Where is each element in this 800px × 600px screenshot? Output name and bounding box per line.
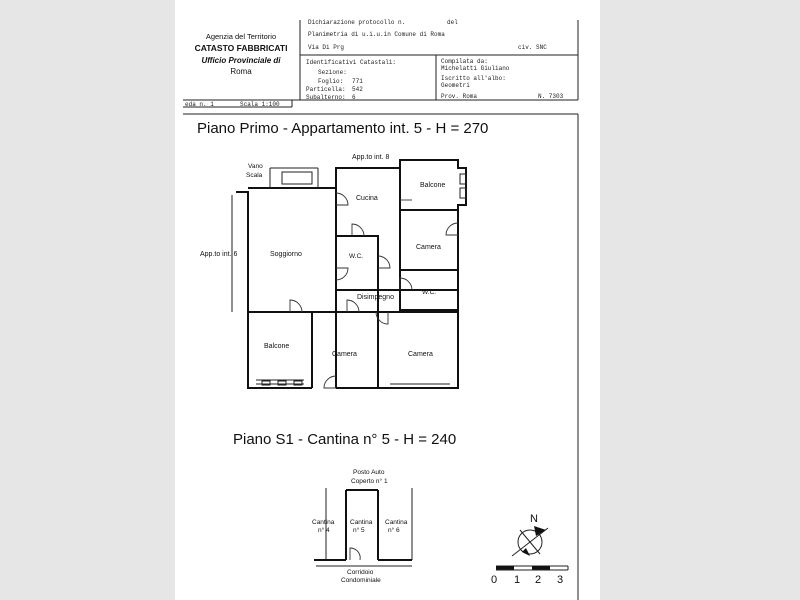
civico-text: civ. SNC xyxy=(518,44,547,51)
del-text: del xyxy=(447,19,458,26)
via-text: Via Di Prg xyxy=(308,44,345,51)
agency-line-4: Roma xyxy=(230,67,252,76)
label-posto-auto-1: Posto Auto xyxy=(353,469,385,476)
label-app-8: App.to int. 8 xyxy=(352,154,390,161)
identificativi-text: Identificativi Catastali: xyxy=(306,59,397,66)
scale-label-2: 2 xyxy=(535,574,542,586)
basement-plan xyxy=(312,469,412,584)
planimetria-text: Planimetria di u.i.u.in Comune di Roma xyxy=(308,31,445,38)
label-balcone-bottom: Balcone xyxy=(264,343,290,350)
first-floor-plan xyxy=(200,154,466,388)
subalterno-value: 6 xyxy=(352,94,356,101)
label-cantina-5-1: Cantina xyxy=(350,519,373,526)
north-arrow-icon xyxy=(512,513,548,556)
agency-line-2: CATASTO FABBRICATI xyxy=(194,43,288,53)
particella-label: Particella: xyxy=(306,86,346,93)
label-soggiorno: Soggiorno xyxy=(270,251,302,258)
agency-line-3: Ufficio Provinciale di xyxy=(201,56,281,65)
sezione-label: Sezione: xyxy=(318,69,347,76)
label-vano-scala-2: Scala xyxy=(246,172,263,179)
label-posto-auto-2: Coperto n° 1 xyxy=(351,478,388,485)
label-camera-right: Camera xyxy=(416,244,441,251)
label-cantina-4-2: n° 4 xyxy=(318,527,330,534)
dichiarazione-text: Dichiarazione protocollo n. xyxy=(308,19,406,26)
label-cantina-5-2: n° 5 xyxy=(353,527,365,534)
label-corridoio-1: Corridoio xyxy=(347,569,374,576)
subalterno-label: Subalterno: xyxy=(306,94,346,101)
label-cantina-6-1: Cantina xyxy=(385,519,408,526)
label-cucina: Cucina xyxy=(356,195,378,202)
label-camera-bottom-left: Camera xyxy=(332,351,357,358)
scale-bar xyxy=(491,566,568,586)
scala-text: Scala 1:100 xyxy=(240,101,280,108)
label-wc-2: W.C. xyxy=(422,289,437,296)
label-vano-scala-1: Vano xyxy=(248,163,263,170)
label-corridoio-2: Condominiale xyxy=(341,577,381,584)
label-camera-bottom-right: Camera xyxy=(408,351,433,358)
north-label: N xyxy=(530,513,538,525)
particella-value: 542 xyxy=(352,86,363,93)
iscritto-label: Iscritto all'albo: xyxy=(441,75,506,82)
first-floor-title: Piano Primo - Appartamento int. 5 - H = 270 xyxy=(197,120,489,137)
foglio-label: Foglio: xyxy=(318,78,344,85)
agency-line-1: Agenzia del Territorio xyxy=(205,32,277,41)
label-cantina-4-1: Cantina xyxy=(312,519,335,526)
compilata-label: Compilata da: xyxy=(441,58,488,65)
albo-value: Geometri xyxy=(441,82,470,89)
label-app-6: App.to int. 6 xyxy=(200,251,238,258)
numero-text: N. 7303 xyxy=(538,93,564,100)
scheda-text: eda n. 1 xyxy=(185,101,214,108)
label-cantina-6-2: n° 6 xyxy=(388,527,400,534)
scale-label-1: 1 xyxy=(514,574,521,586)
basement-title: Piano S1 - Cantina n° 5 - H = 240 xyxy=(233,431,457,448)
label-balcone-top: Balcone xyxy=(420,182,446,189)
label-disimpegno: Disimpegno xyxy=(357,294,394,301)
label-wc-1: W.C. xyxy=(349,253,364,260)
foglio-value: 771 xyxy=(352,78,363,85)
scale-label-3: 3 xyxy=(557,574,564,586)
scale-label-0: 0 xyxy=(491,574,498,586)
provincia-text: Prov. Roma xyxy=(441,93,478,100)
compilatore-name: Michelatti Giuliano xyxy=(441,65,510,72)
header xyxy=(183,19,578,114)
